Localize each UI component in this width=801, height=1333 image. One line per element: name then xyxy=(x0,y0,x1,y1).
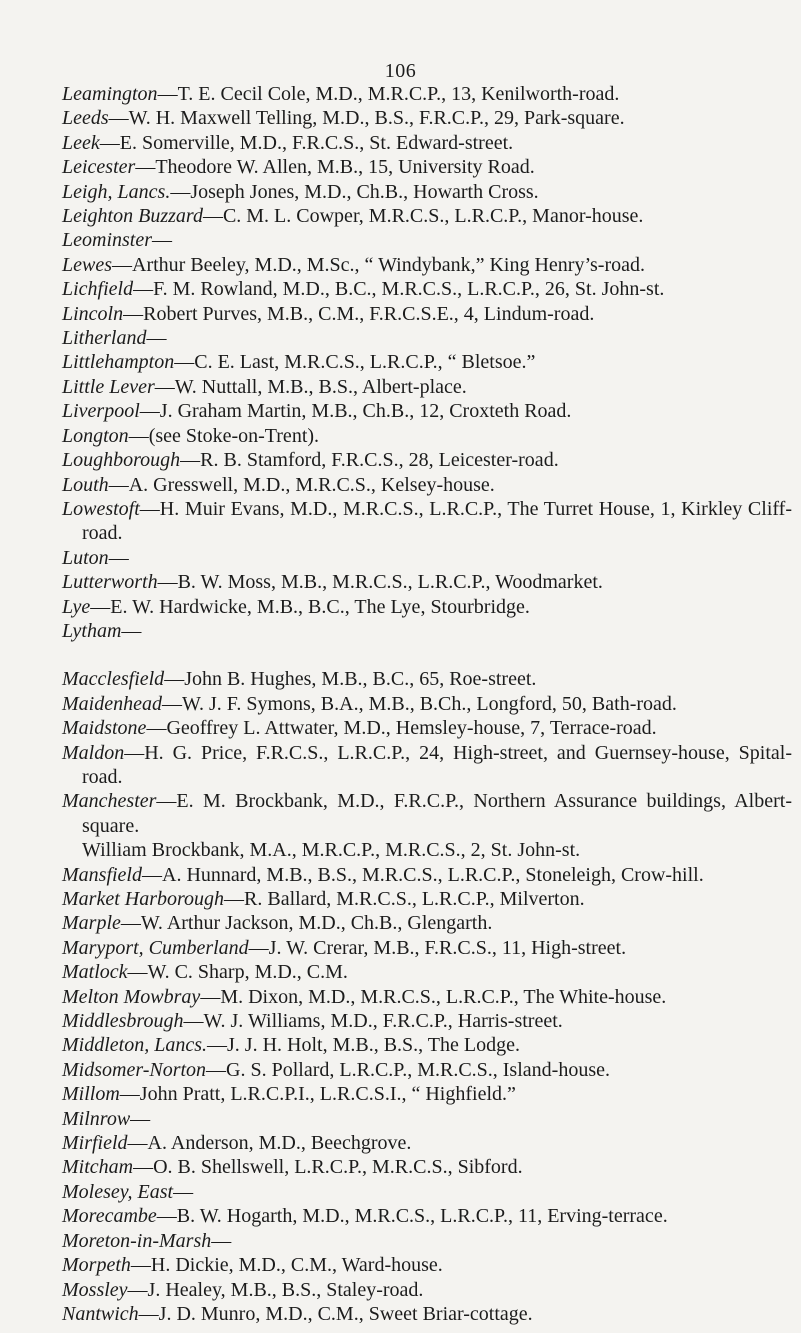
directory-entry xyxy=(62,985,792,1009)
entry-details: —A. Gresswell, M.D., M.R.C.S., Kelsey-house. xyxy=(108,473,495,496)
town-name: Nantwich xyxy=(62,1302,139,1325)
directory-entry xyxy=(62,1229,792,1253)
entry-details: — xyxy=(121,619,142,642)
directory-entry xyxy=(62,253,792,277)
entry-details: —E. W. Hardwicke, M.B., B.C., The Lye, Stourbridge. xyxy=(90,595,530,618)
entry-details: —(see Stoke-on-Trent). xyxy=(128,424,320,447)
town-name: Middleton, Lancs. xyxy=(62,1034,207,1057)
entry-details: —Joseph Jones, M.D., Ch.B., Howarth Cross. xyxy=(170,180,539,203)
directory-entry xyxy=(62,1131,792,1155)
directory-entry xyxy=(62,277,792,301)
town-name: Marple xyxy=(62,912,121,935)
entry-details: —R. B. Stamford, F.R.C.S., 28, Leicester-road. xyxy=(180,449,559,472)
directory-entry xyxy=(62,789,792,838)
entry-details: —W. Arthur Jackson, M.D., Ch.B., Glengarth. xyxy=(120,912,493,935)
directory-entry xyxy=(62,960,792,984)
town-name: Lewes xyxy=(62,253,112,276)
town-name: Middlesbrough xyxy=(62,1010,184,1033)
directory-entry xyxy=(62,667,792,691)
entry-details: —T. E. Cecil Cole, M.D., M.R.C.P., 13, Kenilworth-road. xyxy=(157,83,620,105)
directory-entry xyxy=(62,1180,792,1204)
town-name: Milnrow xyxy=(62,1107,131,1130)
directory-entry xyxy=(62,911,792,935)
directory-entry xyxy=(62,619,792,643)
town-name: Leamington xyxy=(62,83,158,105)
town-name: Maidenhead xyxy=(62,692,162,715)
town-name: Mansfield xyxy=(62,863,142,886)
directory-entry xyxy=(62,887,792,911)
town-name: Maryport, Cumberland xyxy=(62,936,249,959)
entry-details: —A. Anderson, M.D., Beechgrove. xyxy=(127,1132,412,1155)
town-name: Melton Mowbray xyxy=(62,985,201,1008)
entry-details: —W. J. Williams, M.D., F.R.C.P., Harris-street. xyxy=(183,1010,563,1033)
town-name: Maldon xyxy=(62,741,125,764)
entry-details: —J. Healey, M.B., B.S., Staley-road. xyxy=(127,1278,424,1301)
town-name: Leighton Buzzard xyxy=(62,205,203,228)
directory-entry xyxy=(62,1155,792,1179)
entry-details: —Theodore W. Allen, M.B., 15, University Road. xyxy=(135,156,535,179)
entry-details: — xyxy=(173,1180,194,1203)
town-name: Lutterworth xyxy=(62,571,158,594)
town-name: Litherland xyxy=(62,327,147,350)
entry-details: —Geoffrey L. Attwater, M.D., Hemsley-house, 7, Terrace-road. xyxy=(146,717,657,740)
entry-details: —Robert Purves, M.B., C.M., F.R.C.S.E., 4, Lindum-road. xyxy=(123,302,595,325)
directory-entry xyxy=(62,1302,792,1326)
directory-entry xyxy=(62,1278,792,1302)
page-number: 106 xyxy=(384,60,417,82)
town-name: Leominster xyxy=(62,229,152,252)
directory-entry xyxy=(62,1082,792,1106)
directory-entry xyxy=(62,1058,792,1082)
directory-list xyxy=(62,82,792,1326)
directory-entry xyxy=(62,1033,792,1057)
directory-entry xyxy=(62,1204,792,1228)
town-name: Manchester xyxy=(62,790,157,813)
directory-entry xyxy=(62,180,792,204)
entry-details: —E. M. Brockbank, M.D., F.R.C.P., Northern Assurance buildings, Albert-square. xyxy=(82,790,792,837)
entry-details: —A. Hunnard, M.B., B.S., M.R.C.S., L.R.C.P., Stoneleigh, Crow-hill. xyxy=(142,863,704,886)
town-name: Little Lever xyxy=(62,375,155,398)
directory-entry xyxy=(62,497,792,546)
entry-details: William Brockbank, M.A., M.R.C.P., M.R.C.S., 2, St. John-st. xyxy=(82,839,581,862)
directory-entry xyxy=(62,595,792,619)
directory-entry xyxy=(62,570,792,594)
town-name: Moreton-in-Marsh xyxy=(62,1229,212,1252)
directory-entry xyxy=(62,936,792,960)
entry-details: —John Pratt, L.R.C.P.I., L.R.C.S.I., “ Highfield.” xyxy=(119,1083,516,1106)
town-name: Littlehampton xyxy=(62,351,175,374)
entry-details: —John B. Hughes, M.B., B.C., 65, Roe-street. xyxy=(164,668,537,691)
directory-entry xyxy=(62,82,792,106)
entry-details: —W. J. F. Symons, B.A., M.B., B.Ch., Longford, 50, Bath-road. xyxy=(161,692,677,715)
entry-details: —H. Muir Evans, M.D., M.R.C.S., L.R.C.P., The Turret House, 1, Kirkley Cliff-road. xyxy=(82,497,792,545)
directory-entry xyxy=(62,399,792,423)
town-name: Lytham xyxy=(62,619,122,642)
entry-details: —J. Graham Martin, M.B., Ch.B., 12, Croxteth Road. xyxy=(139,400,572,423)
town-name: Millom xyxy=(62,1083,120,1106)
town-name: Lincoln xyxy=(62,302,124,325)
town-name: Midsomer-Norton xyxy=(62,1058,207,1081)
entry-details: — xyxy=(146,327,167,350)
entry-details: —J. D. Munro, M.D., C.M., Sweet Briar-cottage. xyxy=(138,1302,533,1325)
entry-details: —F. M. Rowland, M.D., B.C., M.R.C.S., L.R.C.P., 26, St. John-st. xyxy=(133,278,665,301)
directory-entry xyxy=(62,1009,792,1033)
directory-entry xyxy=(62,106,792,130)
entry-details: —W. Nuttall, M.B., B.S., Albert-place. xyxy=(154,375,467,398)
directory-entry xyxy=(62,692,792,716)
section-gap xyxy=(62,643,792,667)
entry-details: —J. W. Crerar, M.B., F.R.C.S., 11, High-street. xyxy=(248,936,627,959)
town-name: Liverpool xyxy=(62,400,140,423)
entry-details: — xyxy=(130,1107,151,1130)
directory-entry xyxy=(62,204,792,228)
town-name: Lye xyxy=(62,595,91,618)
entry-details: —H. Dickie, M.D., C.M., Ward-house. xyxy=(130,1254,443,1277)
town-name: Mossley xyxy=(62,1278,128,1301)
directory-entry xyxy=(62,716,792,740)
entry-details: —C. M. L. Cowper, M.R.C.S., L.R.C.P., Manor-house. xyxy=(202,205,644,228)
directory-entry xyxy=(62,838,792,862)
town-name: Lowestoft xyxy=(62,497,140,520)
entry-details: — xyxy=(152,229,172,252)
entry-details: —B. W. Moss, M.B., M.R.C.S., L.R.C.P., Woodmarket. xyxy=(157,571,603,594)
entry-details: —W. C. Sharp, M.D., C.M. xyxy=(127,961,348,984)
directory-entry xyxy=(62,375,792,399)
entry-details: — xyxy=(211,1229,232,1252)
town-name: Morpeth xyxy=(62,1254,131,1277)
directory-entry xyxy=(62,546,792,570)
entry-details: —G. S. Pollard, L.R.C.P., M.R.C.S., Island-house. xyxy=(206,1058,610,1081)
entry-details: —J. J. H. Holt, M.B., B.S., The Lodge. xyxy=(207,1034,520,1057)
entry-details: —O. B. Shellswell, L.R.C.P., M.R.C.S., Sibford. xyxy=(133,1156,523,1179)
directory-entry xyxy=(62,155,792,179)
directory-entry xyxy=(62,863,792,887)
directory-entry xyxy=(62,741,792,790)
directory-entry xyxy=(62,448,792,472)
directory-entry xyxy=(62,1253,792,1277)
town-name: Matlock xyxy=(62,961,128,984)
town-name: Leek xyxy=(62,131,100,154)
entry-details: —C. E. Last, M.R.C.S., L.R.C.P., “ Bletsoe.” xyxy=(174,351,536,374)
directory-entry xyxy=(62,1107,792,1131)
town-name: Macclesfield xyxy=(62,668,165,691)
entry-details: — xyxy=(108,546,129,569)
town-name: Lichfield xyxy=(62,278,134,301)
entry-details: —E. Somerville, M.D., F.R.C.S., St. Edward-street. xyxy=(99,131,514,154)
town-name: Market Harborough xyxy=(62,888,225,910)
town-name: Louth xyxy=(62,473,109,496)
entry-details: —M. Dixon, M.D., M.R.C.S., L.R.C.P., The White-house. xyxy=(200,985,667,1008)
directory-entry xyxy=(62,228,792,252)
town-name: Longton xyxy=(62,424,129,447)
town-name: Leeds xyxy=(62,107,109,130)
directory-entry xyxy=(62,131,792,155)
town-name: Luton xyxy=(62,546,109,569)
entry-details: —B. W. Hogarth, M.D., M.R.C.S., L.R.C.P., 11, Erving-terrace. xyxy=(156,1205,668,1228)
entry-details: —W. H. Maxwell Telling, M.D., B.S., F.R.C.P., 29, Park-square. xyxy=(108,107,625,130)
town-name: Morecambe xyxy=(62,1205,157,1228)
directory-entry xyxy=(62,473,792,497)
entry-details: —Arthur Beeley, M.D., M.Sc., “ Windybank,” King Henry’s-road. xyxy=(112,253,645,276)
town-name: Maidstone xyxy=(62,717,147,740)
town-name: Molesey, East xyxy=(62,1180,174,1203)
directory-entry xyxy=(62,424,792,448)
directory-entry xyxy=(62,326,792,350)
town-name: Leicester xyxy=(62,156,136,179)
entry-details: —R. Ballard, M.R.C.S., L.R.C.P., Milverton. xyxy=(224,888,585,910)
town-name: Mirfield xyxy=(62,1132,128,1155)
town-name: Loughborough xyxy=(62,449,181,472)
directory-entry xyxy=(62,302,792,326)
entry-details: —H. G. Price, F.R.C.S., L.R.C.P., 24, High-street, and Guernsey-house, Spital-road. xyxy=(82,741,792,788)
town-name: Mitcham xyxy=(62,1156,134,1179)
directory-entry xyxy=(62,350,792,374)
town-name: Leigh, Lancs. xyxy=(62,180,171,203)
